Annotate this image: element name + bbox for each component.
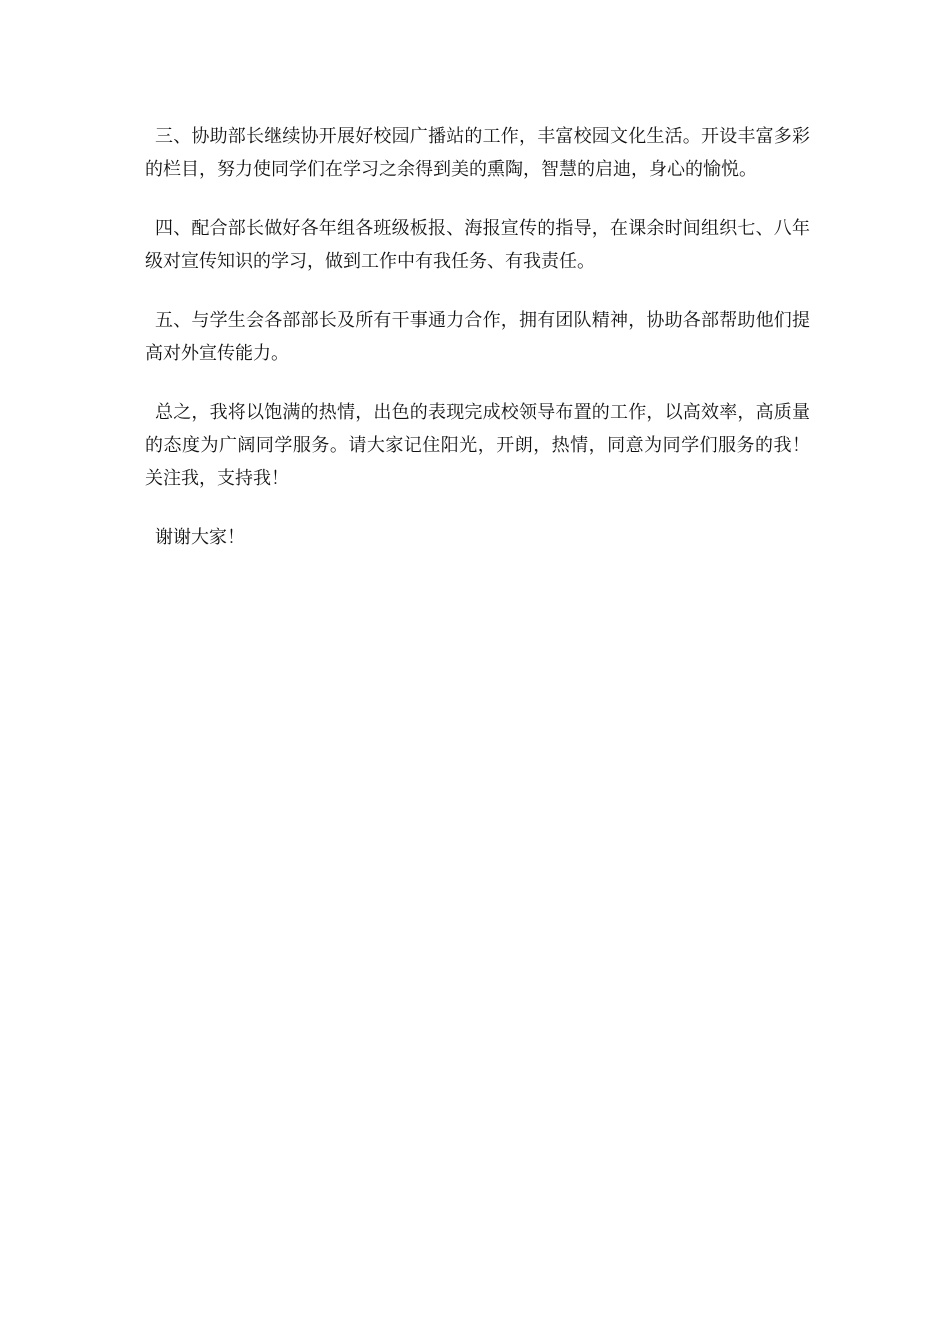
document-body — [145, 120, 810, 580]
paragraph-item-four: 四、配合部长做好各年组各班级板报、海报宣传的指导，在课余时间组织七、八年级对宣传知识的学习，做到工作中有我任务、有我责任。 — [145, 218, 810, 272]
paragraph-item-five: 五、与学生会各部部长及所有干事通力合作，拥有团队精神，协助各部帮助他们提高对外宣传能力。 — [145, 310, 810, 364]
paragraph-item-three: 三、协助部长继续协开展好校园广播站的工作，丰富校园文化生活。开设丰富多彩的栏目，努力使同学们在学习之余得到美的熏陶，智慧的启迪，身心的愉悦。 — [145, 126, 810, 180]
paragraph-thanks: 谢谢大家！ — [155, 527, 245, 548]
paragraph-conclusion: 总之，我将以饱满的热情，出色的表现完成校领导布置的工作，以高效率，高质量的态度为广阔同学服务。请大家记住阳光，开朗，热情，同意为同学们服务的我！关注我，支持我！ — [145, 402, 810, 489]
